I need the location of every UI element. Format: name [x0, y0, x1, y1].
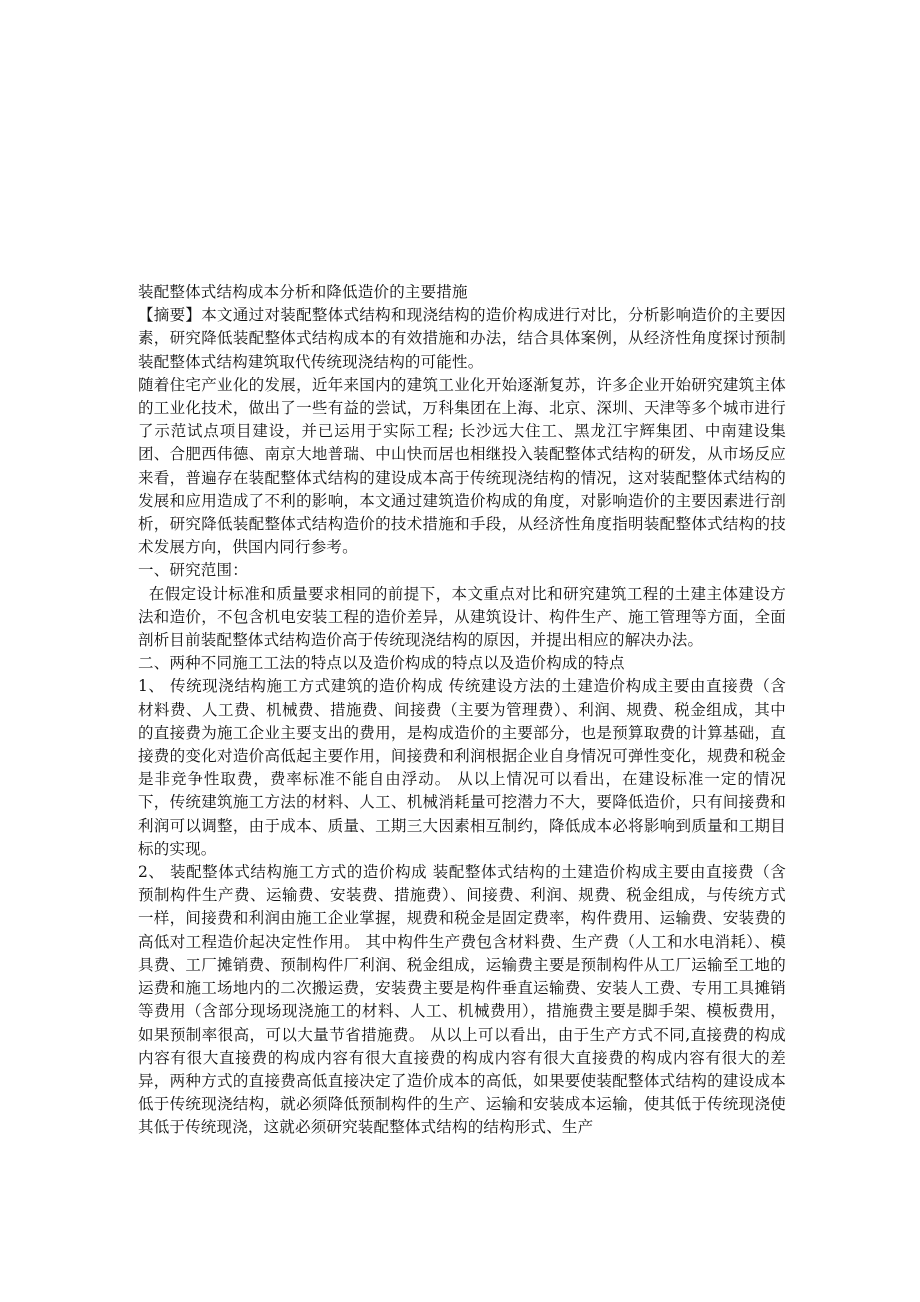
intro-paragraph: 随着住宅产业化的发展，近年来国内的建筑工业化开始逐渐复苏，许多企业开始研究建筑主体的工业化技术，做出了一些有益的尝试，万科集团在上海、北京、深圳、天津等多个城市进行了示范试点项目建设，并已运用于实际工程; 长沙远大住工、黑龙江宇辉集团、中南建设集团、合肥西伟德、南京大地普瑞、中山快而居也相继投入装配整体式结构的研发，从市场反应来看，普遍存在装配整体式结构的建设成本高于传统现浇结构的情况，这对装配整体式结构的发展和应用造成了不利的影响，本文通过建筑造价构成的角度，对影响造价的主要因素进行剖析，研究降低装配整体式结构造价的技术措施和手段，从经济性角度指明装配整体式结构的技术发展方向，供国内同行参考。	[138, 375, 786, 557]
document-title: 装配整体式结构成本分析和降低造价的主要措施	[138, 283, 468, 301]
item-2-paragraph: 2、 装配整体式结构施工方式的造价构成 装配整体式结构的土建造价构成主要由直接费（含预制构件生产费、运输费、安装费、措施费）、间接费、利润、规费、税金组成，与传统方式一样，间接费和利润由施工企业掌握，规费和税金是固定费率，构件费用、运输费、安装费的高低对工程造价起决定性作用。 其中构件生产费包含材料费、生产费（人工和水电消耗）、模具费、工厂摊销费、预制构件厂利润、税金组成，运输费主要是预制构件从工厂运输至工地的运费和施工场地内的二次搬运费，安装费主要是构件垂直运输费、安装人工费、专用工具摊销等费用（含部分现场现浇施工的材料、人工、机械费用），措施费主要是脚手架、模板费用，如果预制率很高，可以大量节省措施费。 从以上可以看出，由于生产方式不同,直接费的构成内容有很大直接费的构成内容有很大直接费的构成内容有很大直接费的构成内容有很大的差异，两种方式的直接费高低直接决定了造价成本的高低，如果要使装配整体式结构的建设成本低于传统现浇结构，就必须降低预制构件的生产、运输和安装成本运输，使其低于传统现浇使其低于传统现浇，这就必须研究装配整体式结构的结构形式、生产	[138, 863, 786, 1137]
section-heading-construction-methods: 二、两种不同施工工法的特点以及造价构成的特点以及造价构成的特点	[138, 654, 625, 673]
item-1-paragraph: 1、 传统现浇结构施工方式建筑的造价构成 传统建设方法的土建造价构成主要由直接费（含材料费、人工费、机械费、措施费、间接费（主要为管理费）、利润、规费、税金组成，其中的直接费为施工企业主要支出的费用，是构成造价的主要部分，也是预算取费的计算基础，直接费的变化对造价高低起主要作用，间接费和利润根据企业自身情况可弹性变化，规费和税金是非竞争性取费，费率标准不能自由浮动。 从以上情况可以看出，在建设标准一定的情况下，传统建筑施工方法的材料、人工、机械消耗量可挖潜力不大，要降低造价，只有间接费和利润可以调整，由于成本、质量、工期三大因素相互制约，降低成本必将影响到质量和工期目标的实现。	[138, 677, 786, 858]
abstract-paragraph: 【摘要】本文通过对装配整体式结构和现浇结构的造价构成进行对比，分析影响造价的主要因素，研究降低装配整体式结构成本的有效措施和办法，结合具体案例，从经济性角度探讨预制装配整体式结构建筑取代传统现浇结构的可能性。	[138, 306, 786, 371]
section-heading-research-scope: 一、研究范围：	[138, 561, 248, 580]
document-body	[138, 281, 786, 1140]
research-scope-paragraph: 在假定设计标准和质量要求相同的前提下，本文重点对比和研究建筑工程的土建主体建设方法和造价，不包含机电安装工程的造价差异，从建筑设计、构件生产、施工管理等方面，全面剖析目前装配整体式结构造价高于传统现浇结构的原因，并提出相应的解决办法。	[138, 584, 786, 650]
